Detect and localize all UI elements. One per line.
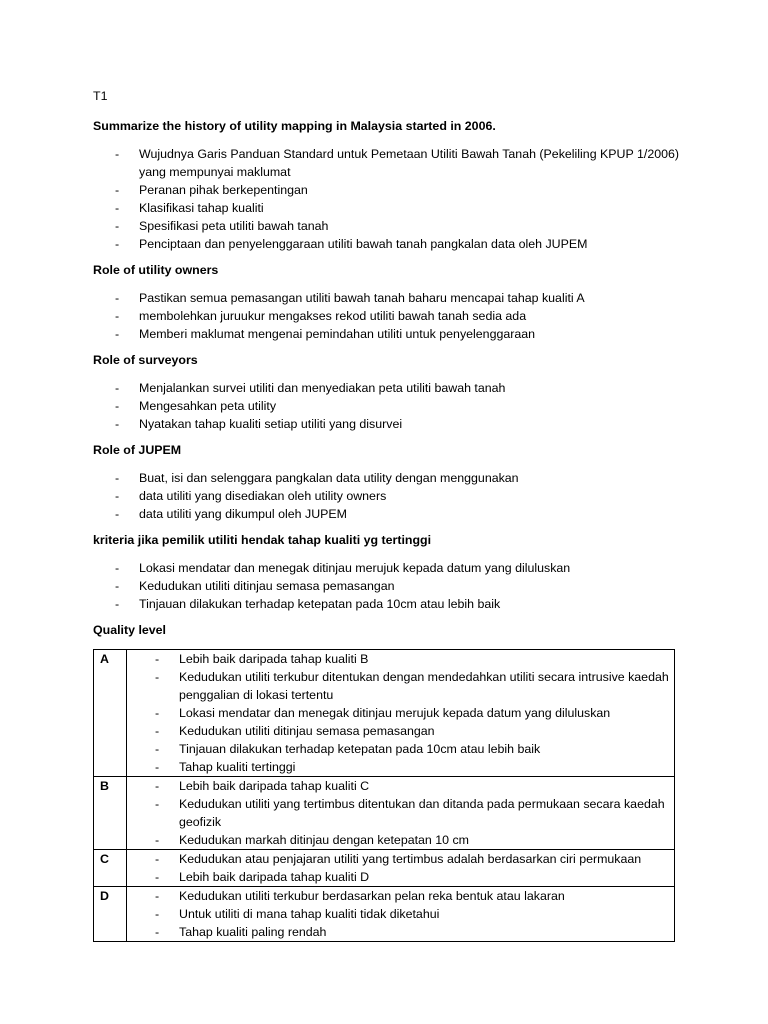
- list-item: - Tahap kualiti paling rendah: [127, 923, 674, 941]
- criteria-cell: [127, 650, 675, 777]
- list-item: - Untuk utiliti di mana tahap kualiti tidak diketahui: [127, 905, 674, 923]
- section-heading: Role of utility owners: [93, 263, 219, 277]
- section-history: [93, 117, 683, 253]
- list-item: - Kedudukan utiliti ditinjau semasa pemasangan: [127, 722, 674, 740]
- list-item: - Kedudukan utiliti terkubur berdasarkan pelan reka bentuk atau lakaran: [127, 887, 674, 905]
- bullet-list: [127, 850, 674, 886]
- list-item: - Mengesahkan peta utility: [93, 397, 683, 415]
- quality-level-table: [93, 649, 675, 942]
- document-body: [93, 87, 683, 942]
- list-item: - Kedudukan markah ditinjau dengan ketepatan 10 cm: [127, 831, 674, 849]
- list-item: - Spesifikasi peta utiliti bawah tanah: [93, 217, 683, 235]
- bullet-list: [93, 289, 683, 343]
- list-item: - Kedudukan utiliti yang tertimbus ditentukan dan ditanda pada permukaan secara kaedah geofizik: [127, 795, 674, 831]
- bullet-list: [93, 469, 683, 523]
- list-item: - membolehkan juruukur mengakses rekod utiliti bawah tanah sedia ada: [93, 307, 683, 325]
- bullet-list: [127, 887, 674, 941]
- list-item: - Penciptaan dan penyelenggaraan utiliti bawah tanah pangkalan data oleh JUPEM: [93, 235, 683, 253]
- list-item: - Nyatakan tahap kualiti setiap utiliti yang disurvei: [93, 415, 683, 433]
- section-heading: Summarize the history of utility mapping in Malaysia started in 2006.: [93, 119, 496, 133]
- bullet-list: [127, 777, 674, 849]
- section-surveyors: [93, 351, 683, 433]
- list-item: - data utiliti yang dikumpul oleh JUPEM: [93, 505, 683, 523]
- table-row: [94, 850, 675, 887]
- section-criteria: [93, 531, 683, 613]
- list-item: - Pastikan semua pemasangan utiliti bawah tanah baharu mencapai tahap kualiti A: [93, 289, 683, 307]
- list-item: - data utiliti yang disediakan oleh utility owners: [93, 487, 683, 505]
- bullet-list: [93, 379, 683, 433]
- level-cell: C: [94, 850, 127, 887]
- list-item: - Memberi maklumat mengenai pemindahan utiliti untuk penyelenggaraan: [93, 325, 683, 343]
- table-row: [94, 887, 675, 942]
- list-item: - Lebih baik daripada tahap kualiti C: [127, 777, 674, 795]
- list-item: - Tinjauan dilakukan terhadap ketepatan pada 10cm atau lebih baik: [93, 595, 683, 613]
- criteria-cell: [127, 777, 675, 850]
- list-item: - Lebih baik daripada tahap kualiti B: [127, 650, 674, 668]
- section-quality-level: [93, 621, 683, 942]
- list-item: - Lokasi mendatar dan menegak ditinjau merujuk kepada datum yang diluluskan: [93, 559, 683, 577]
- level-cell: B: [94, 777, 127, 850]
- section-heading: Role of JUPEM: [93, 443, 182, 457]
- section-heading: Role of surveyors: [93, 353, 198, 367]
- section-jupem: [93, 441, 683, 523]
- level-cell: D: [94, 887, 127, 942]
- table-row: [94, 777, 675, 850]
- list-item: - Menjalankan survei utiliti dan menyediakan peta utiliti bawah tanah: [93, 379, 683, 397]
- list-item: - Tinjauan dilakukan terhadap ketepatan pada 10cm atau lebih baik: [127, 740, 674, 758]
- section-heading: kriteria jika pemilik utiliti hendak tahap kualiti yg tertinggi: [93, 533, 432, 547]
- list-item: - Kedudukan utiliti ditinjau semasa pemasangan: [93, 577, 683, 595]
- list-item: - Klasifikasi tahap kualiti: [93, 199, 683, 217]
- section-heading: Quality level: [93, 623, 167, 637]
- criteria-cell: [127, 887, 675, 942]
- list-item: - Tahap kualiti tertinggi: [127, 758, 674, 776]
- level-cell: A: [94, 650, 127, 777]
- list-item: - Buat, isi dan selenggara pangkalan data utility dengan menggunakan: [93, 469, 683, 487]
- bullet-list: [93, 145, 683, 253]
- section-utility-owners: [93, 261, 683, 343]
- list-item: - Lokasi mendatar dan menegak ditinjau merujuk kepada datum yang diluluskan: [127, 704, 674, 722]
- bullet-list: [93, 559, 683, 613]
- bullet-list: [127, 650, 674, 776]
- list-item: - Lebih baik daripada tahap kualiti D: [127, 868, 674, 886]
- document-label: T1: [93, 89, 108, 103]
- list-item: - Peranan pihak berkepentingan: [93, 181, 683, 199]
- list-item: - Kedudukan atau penjajaran utiliti yang tertimbus adalah berdasarkan ciri permukaan: [127, 850, 674, 868]
- criteria-cell: [127, 850, 675, 887]
- list-item: - Kedudukan utiliti terkubur ditentukan dengan mendedahkan utiliti secara intrusive kaedah penggalian di lokasi tertentu: [127, 668, 674, 704]
- list-item: - Wujudnya Garis Panduan Standard untuk Pemetaan Utiliti Bawah Tanah (Pekeliling KPUP 1/2006) yang mempunyai maklumat: [93, 145, 683, 181]
- table-row: [94, 650, 675, 777]
